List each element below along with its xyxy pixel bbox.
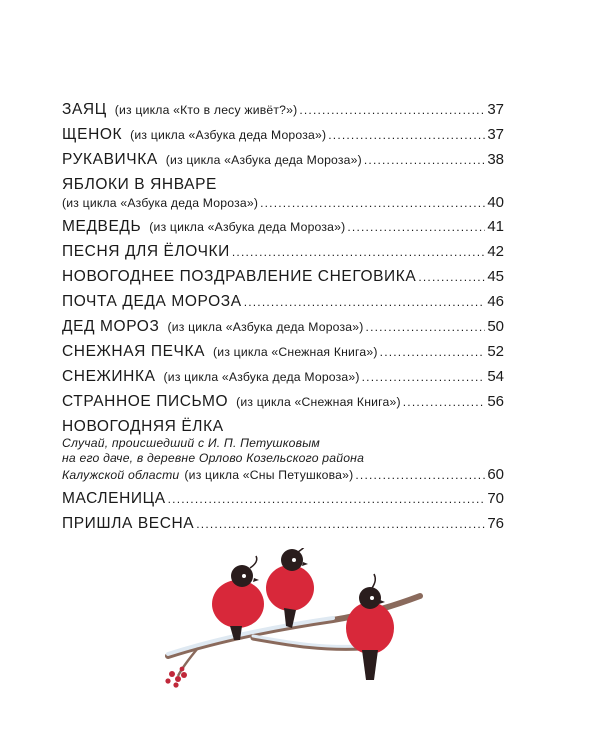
dot-leader — [418, 270, 485, 284]
entry-page: 52 — [487, 343, 504, 360]
entry-title: ПЕСНЯ ДЛЯ ЁЛОЧКИ — [62, 243, 230, 260]
dot-leader — [355, 468, 485, 482]
entry-cycle: (из цикла «Снежная Книга») — [236, 395, 401, 409]
entry-page: 46 — [487, 293, 504, 310]
entry-page: 50 — [487, 318, 504, 335]
entry-title: ПОЧТА ДЕДА МОРОЗА — [62, 293, 242, 310]
toc-entry-snezhinka[interactable] — [62, 368, 504, 386]
toc-entry-yabloki[interactable] — [62, 176, 504, 211]
toc-entry-pochta[interactable] — [62, 293, 504, 311]
entry-title: МАСЛЕНИЦА — [62, 490, 166, 507]
bullfinch-left — [212, 556, 264, 640]
entry-page: 56 — [487, 393, 504, 410]
toc-entry-rukavichka[interactable] — [62, 151, 504, 169]
entry-title: ДЕД МОРОЗ — [62, 318, 160, 335]
table-of-contents — [62, 101, 504, 533]
entry-description-line: Калужской области — [62, 468, 180, 482]
entry-page: 37 — [487, 101, 504, 118]
entry-page: 41 — [487, 218, 504, 235]
entry-page: 70 — [487, 490, 504, 507]
toc-entry-novogodnee[interactable] — [62, 268, 504, 286]
entry-cycle: (из цикла «Сны Петушкова») — [184, 468, 354, 482]
entry-page: 54 — [487, 368, 504, 385]
entry-title: СНЕЖИНКА — [62, 368, 156, 385]
toc-entry-pechka[interactable] — [62, 343, 504, 361]
entry-cycle: (из цикла «Азбука деда Мороза») — [165, 153, 362, 167]
bullfinch-right — [346, 574, 394, 680]
dot-leader — [362, 370, 486, 384]
dot-leader — [196, 517, 485, 531]
toc-entry-ded-moroz[interactable] — [62, 318, 504, 336]
toc-entry-yolka[interactable] — [62, 418, 504, 483]
entry-page: 45 — [487, 268, 504, 285]
entry-title: СТРАННОЕ ПИСЬМО — [62, 393, 229, 410]
toc-entry-zayats[interactable] — [62, 101, 504, 119]
entry-page: 60 — [487, 466, 504, 483]
entry-description-line: на его даче, в деревне Орлово Козельского района — [62, 451, 365, 465]
dot-leader — [260, 196, 485, 210]
entry-cycle: (из цикла «Кто в лесу живёт?») — [114, 103, 298, 117]
dot-leader — [403, 395, 486, 409]
toc-entry-maslenitsa[interactable] — [62, 490, 504, 508]
entry-page: 42 — [487, 243, 504, 260]
dot-leader — [364, 153, 485, 167]
toc-entry-shchenok[interactable] — [62, 126, 504, 144]
toc-entry-vesna[interactable] — [62, 515, 504, 533]
toc-entry-pismo[interactable] — [62, 393, 504, 411]
toc-entry-medved[interactable] — [62, 218, 504, 236]
entry-title: ЗАЯЦ — [62, 101, 107, 118]
entry-cycle: (из цикла «Азбука деда Мороза») — [163, 370, 360, 384]
dot-leader — [299, 103, 485, 117]
toc-entry-pesnya[interactable] — [62, 243, 504, 261]
entry-cycle: (из цикла «Азбука деда Мороза») — [62, 196, 259, 210]
entry-cycle: (из цикла «Азбука деда Мороза») — [167, 320, 364, 334]
entry-title: МЕДВЕДЬ — [62, 218, 142, 235]
entry-title: ЯБЛОКИ В ЯНВАРЕ — [62, 176, 217, 193]
entry-title: СНЕЖНАЯ ПЕЧКА — [62, 343, 206, 360]
entry-page: 40 — [487, 194, 504, 211]
dot-leader — [232, 245, 485, 259]
entry-page: 38 — [487, 151, 504, 168]
dot-leader — [168, 492, 486, 506]
entry-page: 37 — [487, 126, 504, 143]
dot-leader — [366, 320, 486, 334]
dot-leader — [347, 220, 485, 234]
entry-cycle: (из цикла «Азбука деда Мороза») — [149, 220, 346, 234]
entry-title: РУКАВИЧКА — [62, 151, 158, 168]
entry-cycle: (из цикла «Азбука деда Мороза») — [130, 128, 327, 142]
entry-cycle: (из цикла «Снежная Книга») — [213, 345, 378, 359]
entry-page: 76 — [487, 515, 504, 532]
entry-title: ПРИШЛА ВЕСНА — [62, 515, 195, 532]
berries — [165, 667, 187, 688]
entry-title: НОВОГОДНЕЕ ПОЗДРАВЛЕНИЕ СНЕГОВИКА — [62, 268, 417, 285]
entry-title: НОВОГОДНЯЯ ЁЛКА — [62, 418, 224, 435]
dot-leader — [328, 128, 485, 142]
bullfinch-middle — [266, 548, 314, 628]
entry-title: ЩЕНОК — [62, 126, 123, 143]
bullfinches-illustration — [158, 548, 428, 693]
dot-leader — [244, 295, 486, 309]
entry-description-line: Случай, происшедший с И. П. Петушковым — [62, 436, 320, 450]
dot-leader — [380, 345, 486, 359]
